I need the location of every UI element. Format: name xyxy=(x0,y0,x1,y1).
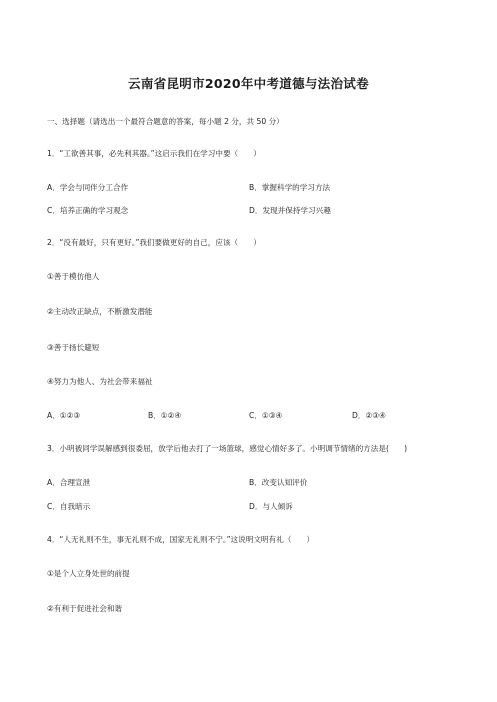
question-3-option-c: C．自我暗示 xyxy=(47,502,91,511)
question-4-statement-1: ①是个人立身处世的前提 xyxy=(47,569,130,578)
question-2-option-b: B．①②④ xyxy=(148,411,182,420)
question-2-option-d: D．②③④ xyxy=(352,411,386,420)
question-3-option-d: D．与人倾诉 xyxy=(249,502,293,511)
question-1-option-a: A．学会与同伴分工合作 xyxy=(47,183,129,192)
question-2-option-c: C．①③④ xyxy=(249,411,283,420)
question-2-stem: 2．“没有最好，只有更好。”我们要做更好的自己，应该（ ） xyxy=(47,238,261,247)
question-4-statement-2: ②有利于促进社会和谐 xyxy=(47,604,123,613)
question-3-stem: 3．小明被同学误解感到很委屈，放学后他去打了一场篮球，感觉心情好多了。小明调节情绪的方法是( ) xyxy=(47,444,408,453)
exam-title: 云南省昆明市2020年中考道德与法治试卷 xyxy=(128,76,369,91)
section-heading: 一、选择题（请选出一个最符合题意的答案，每小题 2 分，共 50 分） xyxy=(47,117,284,126)
question-2-statement-2: ②主动改正缺点，不断激发潜能 xyxy=(47,307,153,316)
question-1-option-c: C．培养正确的学习观念 xyxy=(47,206,129,215)
question-1-option-b: B．掌握科学的学习方法 xyxy=(249,183,331,192)
question-2-option-a: A．①②③ xyxy=(47,411,81,420)
question-2-statement-1: ①善于模仿他人 xyxy=(47,272,100,281)
question-3-option-a: A．合理宣泄 xyxy=(47,478,91,487)
question-1-stem: 1．“工欲善其事，必先利其器。”这启示我们在学习中要（ ） xyxy=(47,149,261,158)
question-4-stem: 4．“人无礼则不生，事无礼则不成，国家无礼则不宁。”这说明文明有礼（ ） xyxy=(47,535,315,544)
question-2-statement-4: ④努力为他人、为社会带来福祉 xyxy=(47,377,153,386)
question-1-option-d: D．发现并保持学习兴趣 xyxy=(249,206,331,215)
question-2-statement-3: ③善于扬长避短 xyxy=(47,343,100,352)
question-3-option-b: B．改变认知评价 xyxy=(249,478,308,487)
